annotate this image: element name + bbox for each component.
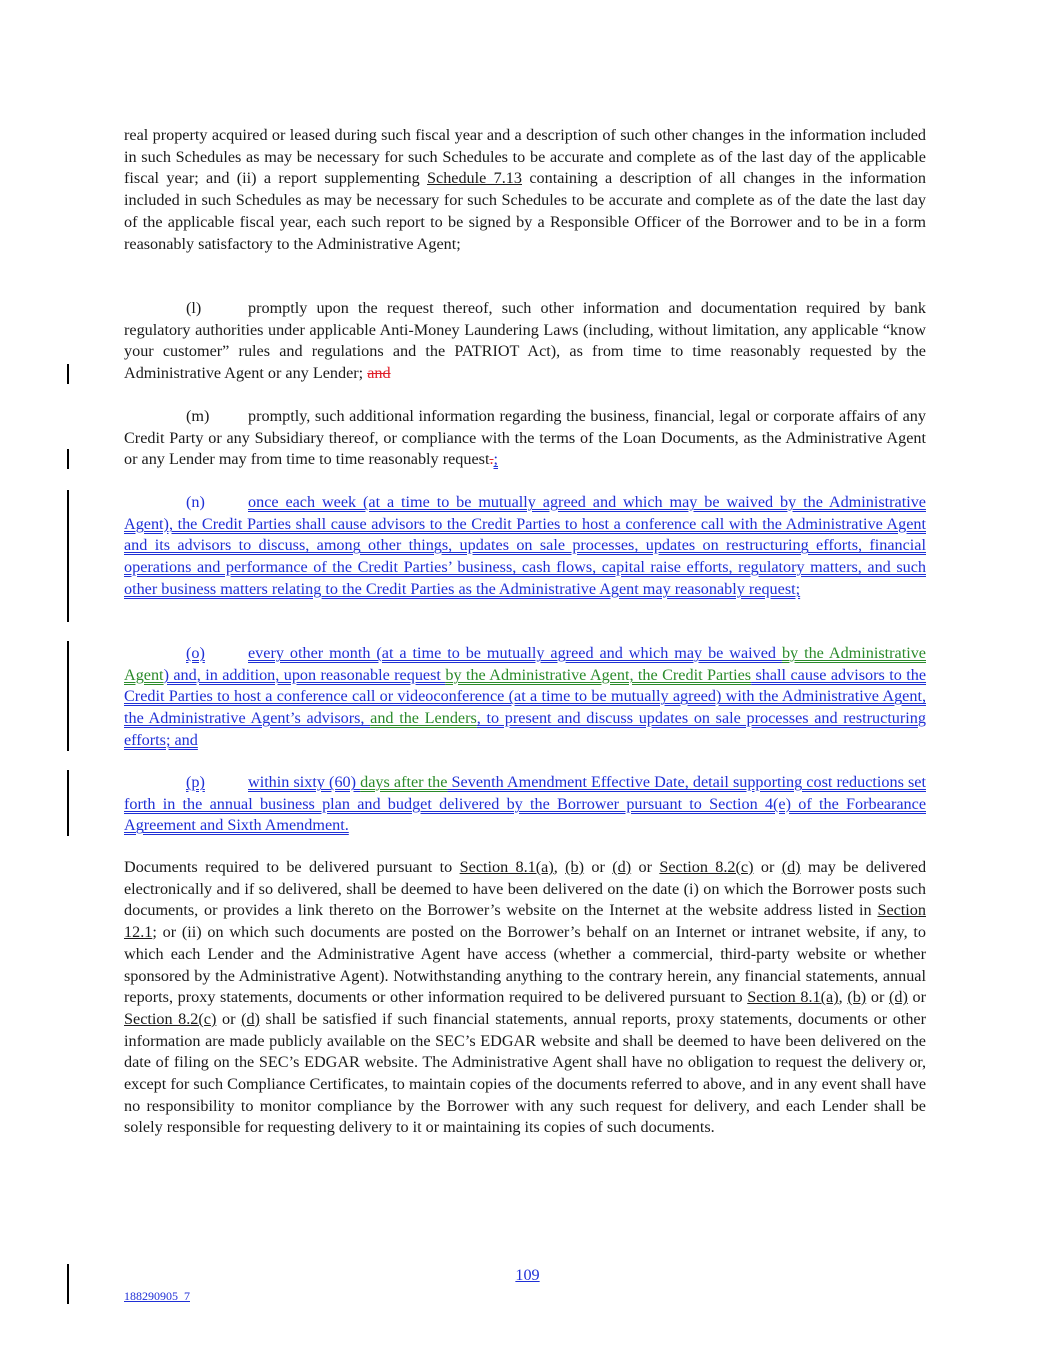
schedule-reference: Schedule 7.13 [427, 169, 522, 188]
clause-label: (l) [186, 299, 202, 317]
paragraph-text: containing a description of all changes in the information included in such Schedules as may be necessary for such Schedules to be accurate and complete as of the date the last day of the applicable fiscal year, each such report to be signed by a Responsible Officer of the Borrower and to be in a form reasonably satisfactory to the Administrative Agent; [124, 169, 926, 253]
clause-label: (p) [186, 773, 205, 791]
page-number: 109 [515, 1266, 540, 1284]
section-reference: (b) [847, 988, 867, 1007]
moved-text: by the Administrative Agent [124, 644, 926, 684]
section-reference: (d) [241, 1009, 260, 1028]
clause-label: (o) [186, 644, 205, 662]
change-bar [67, 449, 69, 469]
paragraph-n [124, 492, 926, 601]
paragraph-text: may be delivered electronically and if so delivered, shall be deemed to have been delivered on the date (i) on which the Borrower posts such documents, or provides a link thereto on the Borrower’s website on the Internet at the website address listed in [124, 858, 927, 920]
section-reference: (d) [888, 988, 908, 1007]
paragraph-schedules [124, 125, 926, 255]
clause-text: once each week (at a time to be mutually agreed and which may be waived by the Administrative Agent), the Credit Parties shall cause advisors to the Credit Parties to host a conference call with the Administrative Agent and its advisors to discuss, among other things, updates on sale processes, updates on restructuring efforts, financial operations and performance of the Credit Parties’ business, cash flows, capital raise efforts, regulatory matters, and such other business matters relating to the Credit Parties as the Administrative Agent may reasonably request; [124, 493, 926, 598]
section-reference: (d) [612, 858, 632, 876]
deleted-text: and [367, 364, 391, 383]
inserted-text: ) and, in addition, upon reasonable request [163, 665, 446, 684]
paragraph-text: or [907, 988, 926, 1007]
paragraph-text: shall be satisfied if such financial statements, annual reports, proxy statements, documents or other information are made publicly available on the SEC’s EDGAR website and shall be deemed to have been delivered on the date of filing on the SEC’s EDGAR website. The Administrative Agent shall have no obligation to request the delivery or, except for such Compliance Certificates, to maintain copies of the documents referred to above, and in any event shall have no responsibility to monitor compliance by the Borrower with any such request for delivery, and each Lender shall be solely responsible for requesting delivery to it or maintaining its copies of such documents. [124, 1009, 926, 1137]
moved-text: days after the [360, 773, 448, 791]
section-reference: (b) [565, 858, 585, 876]
change-bar [67, 770, 69, 836]
section-reference: Section 12.1 [124, 901, 926, 942]
paragraph-text: or [753, 858, 782, 876]
inserted-text: shall cause advisors to the Credit Parties to host a conference call or videoconference (at a time to be mutually agreed) with the Administrative Agent, the Administrative Agent’s advisors, [124, 665, 927, 728]
clause-text: promptly upon the request thereof, such other information and documentation required by bank regulatory authorities under applicable Anti-Money Laundering Laws (including, without limitation, any applicable “know your customer” rules and regulations and the PATRIOT Act), as from time to time reasonably requested by the Administrative Agent or any Lender; [124, 299, 926, 383]
inserted-text: Seventh Amendment Effective Date, detail supporting cost reductions set forth in the annual business plan and budget delivered by the Borrower pursuant to Section 4(e) of the Forbearance Agreement and Sixth Amendment. [124, 773, 926, 835]
paragraph-text: or [216, 1009, 242, 1028]
document-id: 188290905_7 [124, 1289, 190, 1303]
inserted-text: within sixty (60) [248, 773, 361, 791]
inserted-text: every other month (at a time to be mutually agreed and which may be waived [248, 644, 782, 662]
moved-text: by the Administrative Agent, the Credit Parties [445, 665, 752, 684]
section-reference: Section 8.1(a) [459, 858, 554, 876]
section-reference: Section 8.2(c) [659, 858, 754, 876]
paragraph-m [124, 406, 926, 471]
paragraph-text: ; or (ii) on which such documents are posted on the Borrower’s behalf on an Internet or intranet website, if any, to which each Lender and the Administrative Agent have access (whether a commercial, third-party website or whether sponsored by the Administrative Agent). Notwithstanding anything to the contrary herein, any financial statements, annual reports, proxy statements, documents or other information required to be delivered pursuant to [124, 923, 926, 1007]
section-reference: Section 8.1(a) [747, 988, 839, 1007]
inserted-text: ; [493, 450, 498, 469]
clause-text: promptly, such additional information regarding the business, financial, legal or corporate affairs of any Credit Party or any Subsidiary thereof, or compliance with the terms of the Loan Documents, as the Administrative Agent or any Lender may from time to time reasonably request [124, 407, 926, 469]
change-bar [67, 364, 69, 384]
paragraph-text: real property acquired or leased during such fiscal year and a description of such other changes in the information included in such Schedules as may be necessary for such Schedules to be accurate and complete as of the last day of the applicable fiscal year; and (ii) a report supplementing [124, 126, 926, 188]
moved-text: and the Lenders [370, 709, 477, 728]
change-bar [67, 490, 69, 622]
change-bar [67, 641, 69, 751]
deleted-text: . [489, 450, 494, 469]
paragraph-o [124, 643, 926, 752]
clause-label: (m) [186, 407, 210, 425]
paragraph-text: , [838, 988, 848, 1007]
inserted-text: , to present and discuss updates on sale processes and restructuring efforts; and [124, 709, 926, 749]
section-reference: (d) [781, 858, 801, 876]
paragraph-p [124, 772, 926, 837]
section-reference: Section 8.2(c) [124, 1009, 217, 1028]
paragraph-text: or [584, 858, 613, 876]
paragraph-delivery [124, 857, 926, 1139]
paragraph-text: , [553, 858, 566, 876]
paragraph-text: or [866, 988, 889, 1007]
paragraph-text: or [631, 858, 660, 876]
paragraph-text: Documents required to be delivered pursuant to [124, 858, 460, 876]
paragraph-l [124, 298, 926, 385]
clause-label: (n) [186, 493, 205, 511]
